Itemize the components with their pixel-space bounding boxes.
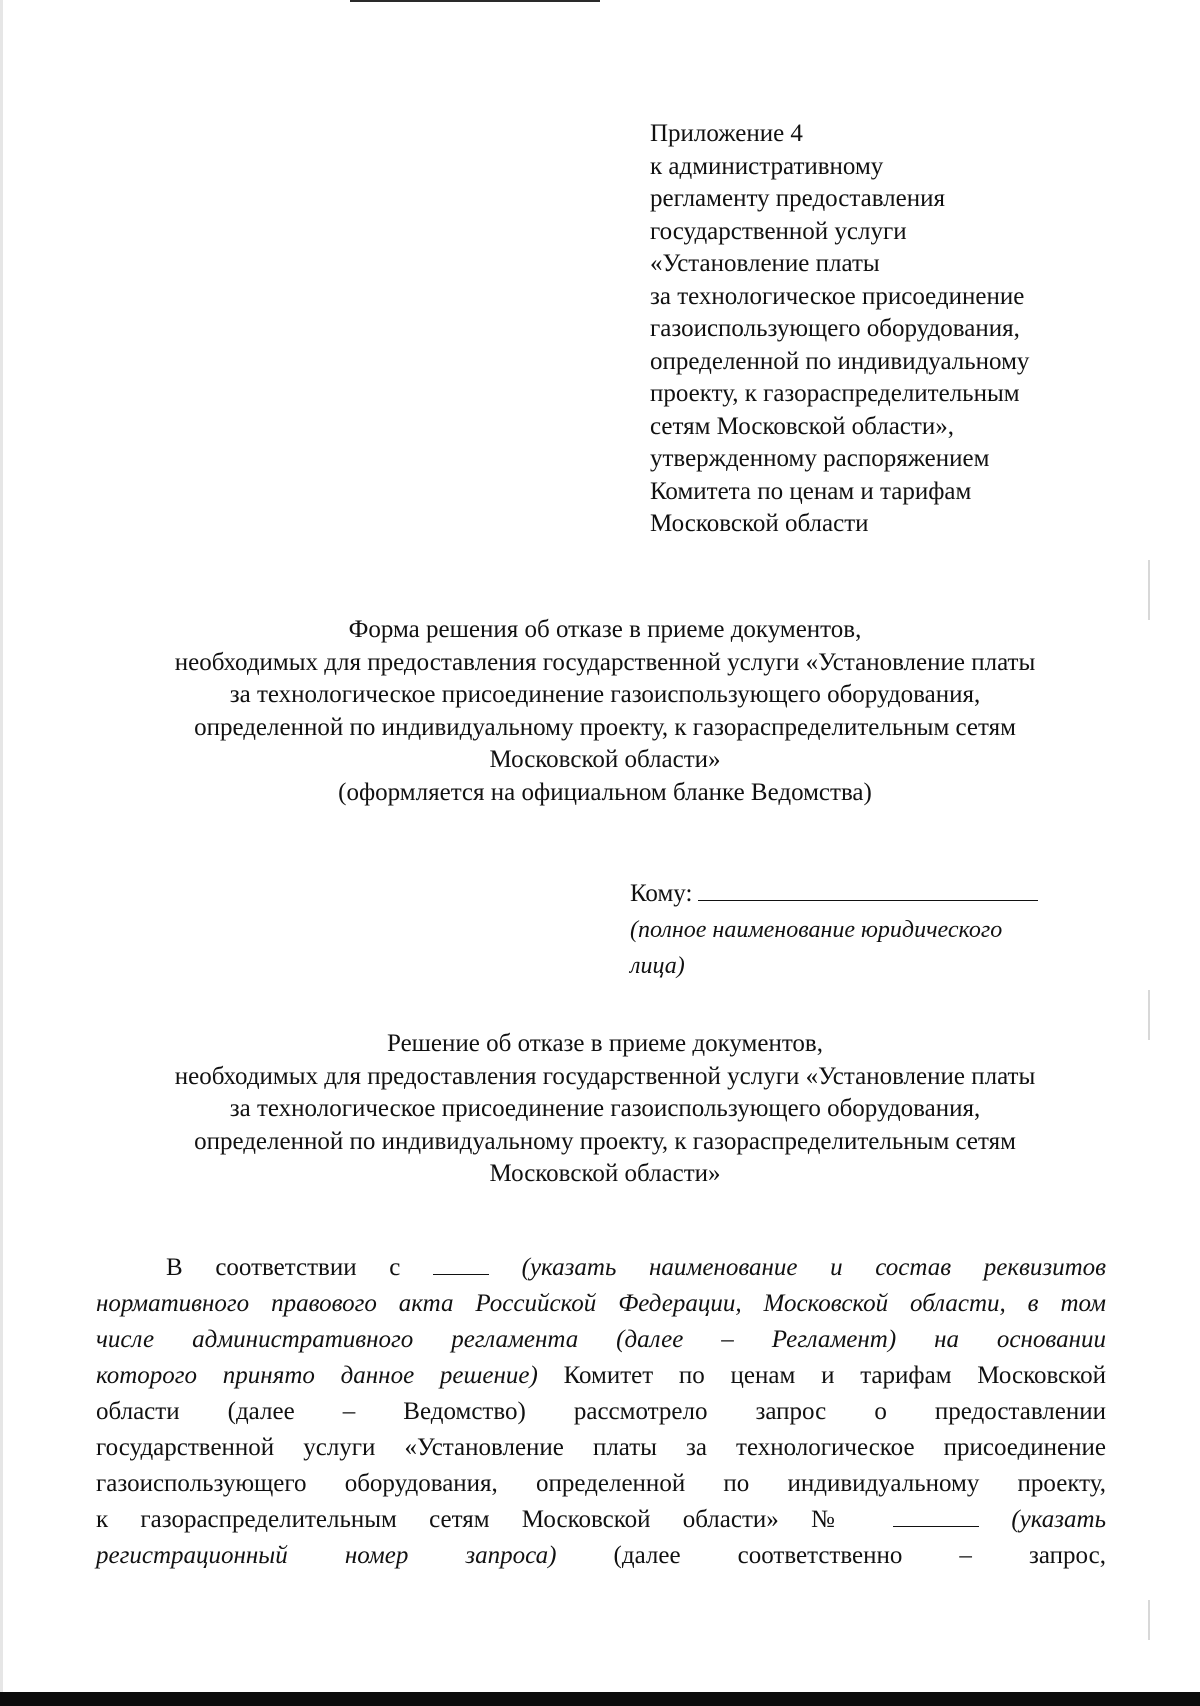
form-title-line: Форма решения об отказе в приеме документов, xyxy=(348,616,862,643)
body-line xyxy=(96,1358,1106,1394)
form-title xyxy=(90,614,1120,809)
form-title-line: за технологическое присоединение газоиспользующего оборудования, xyxy=(229,681,981,708)
recipient-line xyxy=(630,876,1150,912)
request-number-blank xyxy=(893,1504,979,1527)
appendix-line: утвержденному распоряжением xyxy=(650,445,990,472)
appendix-line: сетям Московской области», xyxy=(650,412,954,440)
body-text-fragment: к газораспределительным сетям Московской области» № xyxy=(96,1506,861,1533)
body-text-fragment: В соответствии с xyxy=(166,1254,401,1281)
scan-artifact-right-mark xyxy=(1148,990,1150,1040)
body-line: государственной услуги «Установление платы за технологическое присоединение xyxy=(96,1434,1106,1461)
decision-title-line: Решение об отказе в приеме документов, xyxy=(387,1030,823,1057)
appendix-line: Приложение 4 xyxy=(650,120,803,147)
scan-artifact-bottom xyxy=(0,1692,1200,1706)
body-text-fragment: которого принято данное решение) xyxy=(96,1362,538,1389)
blank-field xyxy=(433,1252,489,1275)
body-text-fragment: регистрационный номер запроса) xyxy=(96,1542,557,1569)
form-title-line: необходимых для предоставления государственной услуги «Установление платы xyxy=(174,648,1036,676)
form-title-line: определенной по индивидуальному проекту, к газораспределительным сетям xyxy=(194,713,1016,741)
scan-artifact-right-mark xyxy=(1148,1600,1150,1640)
appendix-line: определенной по индивидуальному xyxy=(650,347,1030,375)
decision-title-line: Московской области» xyxy=(489,1160,721,1187)
body-text-fragment: (указать xyxy=(1011,1506,1106,1533)
recipient-hint: лица) xyxy=(630,953,685,979)
body-text-fragment: Комитет по ценам и тарифам Московской xyxy=(563,1362,1106,1389)
recipient-hint: (полное наименование юридического xyxy=(630,917,1003,943)
appendix-line: за технологическое присоединение xyxy=(650,282,1025,310)
recipient-label: Кому: xyxy=(630,880,693,907)
decision-title-line: необходимых для предоставления государственной услуги «Установление платы xyxy=(174,1062,1036,1090)
appendix-line: государственной услуги xyxy=(650,217,907,245)
appendix-header xyxy=(650,118,1170,541)
form-title-note: (оформляется на официальном бланке Ведомства) xyxy=(338,778,872,806)
decision-title-line: за технологическое присоединение газоиспользующего оборудования, xyxy=(229,1095,981,1122)
appendix-line: Московской области xyxy=(650,510,869,537)
recipient-block xyxy=(630,876,1150,984)
body-line: газоиспользующего оборудования, определенной по индивидуальному проекту, xyxy=(96,1470,1106,1497)
scan-artifact-right-mark xyxy=(1148,560,1150,620)
body-line: области (далее – Ведомство) рассмотрело запрос о предоставлении xyxy=(96,1398,1106,1425)
scan-artifact-left-edge xyxy=(0,0,3,1706)
form-title-line: Московской области» xyxy=(489,746,721,773)
appendix-line: газоиспользующего оборудования, xyxy=(650,315,1020,342)
appendix-line: Комитета по ценам и тарифам xyxy=(650,477,972,505)
appendix-line: «Установление платы xyxy=(650,250,880,277)
body-text-fragment: (указать наименование и состав реквизитов xyxy=(521,1254,1107,1281)
scan-artifact-top xyxy=(350,0,600,2)
decision-title xyxy=(90,1028,1120,1191)
appendix-line: проекту, к газораспределительным xyxy=(650,380,1020,407)
recipient-blank-field xyxy=(698,878,1038,901)
appendix-line: регламенту предоставления xyxy=(650,185,946,212)
body-text-fragment: (далее соответственно – запрос, xyxy=(613,1542,1107,1569)
body-line: числе административного регламента (далее – Регламент) на основании xyxy=(96,1326,1106,1353)
body-line: нормативного правового акта Российской Федерации, Московской области, в том xyxy=(96,1290,1106,1317)
body-line xyxy=(96,1250,1106,1286)
body-paragraph xyxy=(96,1250,1106,1574)
appendix-line: к административному xyxy=(650,152,884,180)
body-line xyxy=(96,1538,1106,1574)
decision-title-line: определенной по индивидуальному проекту, к газораспределительным сетям xyxy=(194,1127,1016,1155)
body-line xyxy=(96,1502,1106,1538)
